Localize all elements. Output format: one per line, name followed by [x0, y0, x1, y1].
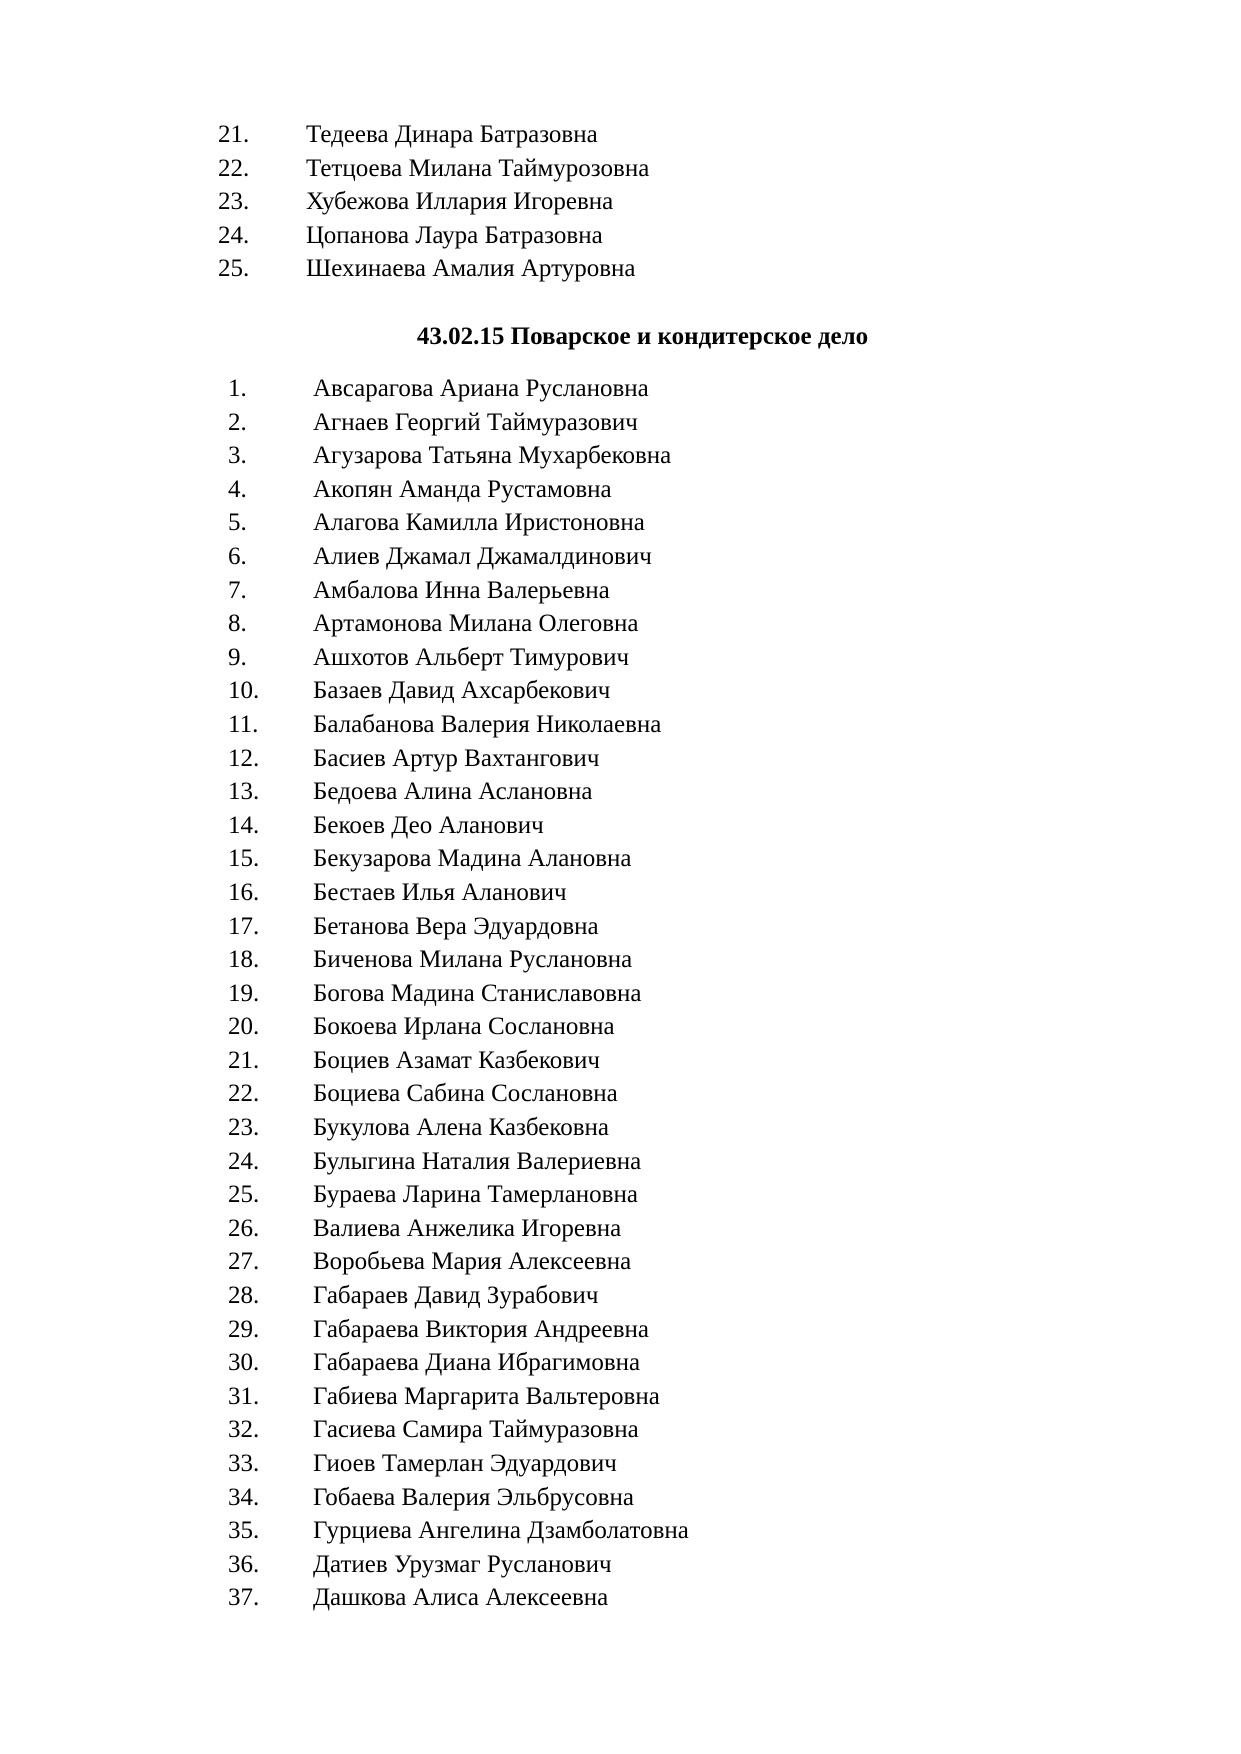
- list-item-number: 14.: [228, 811, 260, 839]
- list-item-number: 21.: [228, 1046, 260, 1074]
- list-item-name: Агузарова Татьяна Мухарбековна: [313, 442, 672, 470]
- list-item-number: 35.: [228, 1517, 260, 1545]
- list-item-number: 22.: [228, 1080, 260, 1108]
- list-item-name: Артамонова Милана Олеговна: [313, 610, 639, 638]
- list-item-name: Габараева Виктория Андреевна: [313, 1315, 649, 1343]
- list-item-name: Гиоев Тамерлан Эдуардович: [313, 1450, 617, 1477]
- list-item-name: Базаев Давид Ахсарбекович: [313, 677, 611, 705]
- list-item-name: Гурциева Ангелина Дзамболатовна: [313, 1517, 689, 1545]
- list-item-number: 4.: [228, 475, 247, 503]
- list-item-number: 8.: [228, 610, 247, 638]
- list-item-number: 29.: [228, 1315, 260, 1343]
- list-item-number: 3.: [228, 442, 247, 470]
- list-item-name: Боциева Сабина Сослановна: [313, 1080, 618, 1108]
- list-item-number: 10.: [228, 677, 260, 705]
- list-item-name: Бураева Ларина Тамерлановна: [313, 1181, 638, 1209]
- list-item-number: 7.: [228, 576, 247, 604]
- list-item-number: 24.: [218, 221, 250, 249]
- list-item-name: Цопанова Лаура Батразовна: [306, 221, 603, 249]
- list-item-name: Гасиева Самира Таймуразовна: [313, 1416, 639, 1444]
- list-item-name: Шехинаева Амалия Артуровна: [306, 255, 636, 283]
- list-item-name: Басиев Артур Вахтангович: [313, 744, 600, 772]
- list-item-number: 11.: [228, 710, 259, 738]
- list-item-name: Габиева Маргарита Вальтеровна: [313, 1382, 660, 1410]
- list-item-number: 18.: [228, 946, 260, 974]
- list-item-number: 32.: [228, 1416, 260, 1444]
- list-item-number: 25.: [218, 255, 250, 283]
- list-item-name: Букулова Алена Казбековна: [313, 1114, 610, 1142]
- list-item-number: 23.: [218, 188, 250, 216]
- list-item-number: 16.: [228, 878, 260, 906]
- list-item-number: 13.: [228, 778, 260, 806]
- list-item-number: 21.: [218, 121, 250, 148]
- list-item-name: Алиев Джамал Джамалдинович: [313, 542, 652, 570]
- list-item-number: 5.: [228, 509, 247, 537]
- list-item-name: Тетцоева Милана Таймурозовна: [306, 154, 650, 182]
- list-item-name: Авсарагова Ариана Руслановна: [313, 375, 649, 402]
- list-item-name: Гобаева Валерия Эльбрусовна: [313, 1483, 634, 1511]
- list-item-name: Бекоев Део Аланович: [313, 811, 544, 839]
- section-heading: 43.02.15 Поварское и кондитерское дело: [416, 323, 869, 350]
- list-item-number: 27.: [228, 1248, 260, 1276]
- list-item-name: Балабанова Валерия Николаевна: [313, 710, 662, 738]
- list-item-name: Амбалова Инна Валерьевна: [313, 576, 610, 604]
- list-item-name: Бедоева Алина Аслановна: [313, 778, 593, 806]
- list-item-name: Датиев Урузмаг Русланович: [313, 1550, 612, 1578]
- list-item-name: Хубежова Иллария Игоревна: [306, 188, 614, 216]
- list-item-name: Габараев Давид Зурабович: [313, 1282, 599, 1310]
- list-item-number: 36.: [228, 1550, 260, 1578]
- list-item-number: 6.: [228, 542, 247, 570]
- list-item-name: Тедеева Динара Батразовна: [306, 121, 598, 148]
- list-item-number: 28.: [228, 1282, 260, 1310]
- list-item-number: 2.: [228, 408, 247, 436]
- list-item-name: Булыгина Наталия Валериевна: [313, 1147, 642, 1175]
- list-item-name: Бокоева Ирлана Сослановна: [313, 1013, 615, 1041]
- list-item-number: 23.: [228, 1114, 260, 1142]
- list-item-number: 12.: [228, 744, 260, 772]
- list-item-number: 34.: [228, 1483, 260, 1511]
- list-item-number: 22.: [218, 154, 250, 182]
- list-item-number: 33.: [228, 1450, 260, 1477]
- list-item-number: 24.: [228, 1147, 260, 1175]
- list-item-number: 19.: [228, 979, 260, 1007]
- list-item-number: 20.: [228, 1013, 260, 1041]
- list-item-number: 15.: [228, 845, 260, 873]
- list-item-name: Дашкова Алиса Алексеевна: [313, 1584, 609, 1612]
- list-item-name: Валиева Анжелика Игоревна: [313, 1214, 622, 1242]
- list-item-number: 37.: [228, 1584, 260, 1612]
- list-item-name: Бетанова Вера Эдуардовна: [313, 912, 599, 940]
- list-item-name: Ашхотов Альберт Тимурович: [313, 643, 630, 671]
- list-item-number: 30.: [228, 1349, 260, 1377]
- list-item-name: Бекузарова Мадина Алановна: [313, 845, 632, 873]
- list-item-name: Габараева Диана Ибрагимовна: [313, 1349, 641, 1377]
- list-item-name: Богова Мадина Станиславовна: [313, 979, 642, 1007]
- list-item-name: Воробьева Мария Алексеевна: [313, 1248, 632, 1276]
- list-item-number: 31.: [228, 1382, 260, 1410]
- list-item-number: 1.: [228, 375, 247, 402]
- list-item-name: Боциев Азамат Казбекович: [313, 1046, 600, 1074]
- list-item-number: 25.: [228, 1181, 260, 1209]
- list-item-name: Алагова Камилла Иристоновна: [313, 509, 645, 537]
- list-item-number: 26.: [228, 1214, 260, 1242]
- list-item-name: Биченова Милана Руслановна: [313, 946, 633, 974]
- list-item-name: Агнаев Георгий Таймуразович: [313, 408, 638, 436]
- list-item-name: Бестаев Илья Аланович: [313, 878, 567, 906]
- list-item-number: 9.: [228, 643, 247, 671]
- list-item-number: 17.: [228, 912, 260, 940]
- list-item-name: Акопян Аманда Рустамовна: [313, 475, 612, 503]
